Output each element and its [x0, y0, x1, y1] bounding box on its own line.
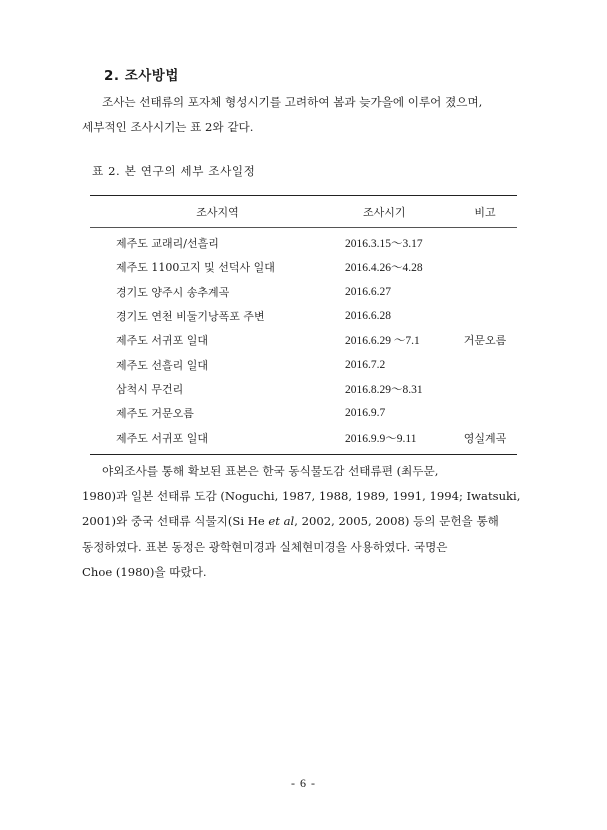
methods-line-4: 동정하였다. 표본 동정은 광학현미경과 실체현미경을 사용하였다. 국명은: [82, 539, 448, 554]
methods-line-1: 야외조사를 통해 확보된 표본은 한국 동식물도감 선태류편 (최두문,: [102, 464, 439, 478]
table-row: [90, 352, 517, 376]
methods-line-3-post: , 2002, 2005, 2008) 등의 문헌을 통해: [294, 514, 499, 529]
table-row: [90, 328, 517, 352]
cell-period: 2016.7.2: [345, 358, 386, 371]
cell-period: 2016.9.9～9.11: [345, 432, 417, 445]
table-caption: 표 2. 본 연구의 세부 조사일정: [92, 164, 256, 178]
cell-region: 제주도 1100고지 및 선덕사 일대: [116, 261, 275, 275]
cell-region: 제주도 서귀포 일대: [116, 431, 209, 445]
cell-period: 2016.8.29～8.31: [345, 383, 423, 396]
table-row: [90, 377, 517, 401]
methods-line-3-pre: 2001)와 중국 선태류 식물지(Si He: [82, 514, 269, 529]
cell-period: 2016.6.29 ～7.1: [345, 335, 420, 348]
table-row: [90, 425, 517, 449]
intro-paragraph: [82, 90, 526, 140]
methods-line-3: [82, 509, 526, 534]
table-row: [90, 231, 517, 255]
cell-region: 경기도 연천 비둘기낭폭포 주변: [116, 310, 265, 324]
header-region: 조사지역: [196, 205, 239, 219]
methods-line-2: 1980)과 일본 선태류 도감 (Noguchi, 1987, 1988, 1989, 1991, 1994; Iwatsuki,: [82, 489, 521, 504]
cell-note: 영실계곡: [463, 431, 507, 445]
schedule-table: [90, 195, 517, 455]
cell-period: 2016.9.7: [345, 407, 386, 420]
table-row: [90, 304, 517, 328]
cell-region: 제주도 선흘리 일대: [116, 358, 209, 372]
table-header: [90, 196, 517, 228]
section-heading: 2. 조사방법: [104, 68, 179, 84]
cell-region: 삼척시 무건리: [116, 382, 184, 396]
intro-line-2: 세부적인 조사시기는 표 2와 같다.: [82, 120, 254, 135]
methods-line-5: Choe (1980)을 따랐다.: [82, 564, 207, 579]
intro-line-1: 조사는 선태류의 포자체 형성시기를 고려하여 봄과 늦가을에 이루어 졌으며,: [102, 95, 483, 109]
cell-region: 제주도 교래리/선흘리: [116, 237, 219, 251]
cell-period: 2016.6.28: [345, 310, 391, 323]
table-row: [90, 280, 517, 304]
page-number: - 6 -: [291, 776, 316, 790]
methods-paragraph: [82, 459, 526, 585]
header-period: 조사시기: [363, 205, 406, 219]
cell-region: 경기도 양주시 송추계곡: [116, 285, 230, 299]
cell-region: 제주도 거문오름: [116, 407, 194, 421]
cell-period: 2016.6.27: [345, 285, 391, 298]
cell-period: 2016.4.26～4.28: [345, 262, 423, 275]
table-row: [90, 401, 517, 425]
table-body: [90, 228, 517, 454]
cell-note: 거문오름: [463, 334, 507, 348]
et-al-italic: et al: [268, 514, 295, 529]
header-note: 비고: [474, 205, 496, 219]
table-row: [90, 255, 517, 279]
cell-region: 제주도 서귀포 일대: [116, 334, 209, 348]
cell-period: 2016.3.15～3.17: [345, 238, 423, 251]
